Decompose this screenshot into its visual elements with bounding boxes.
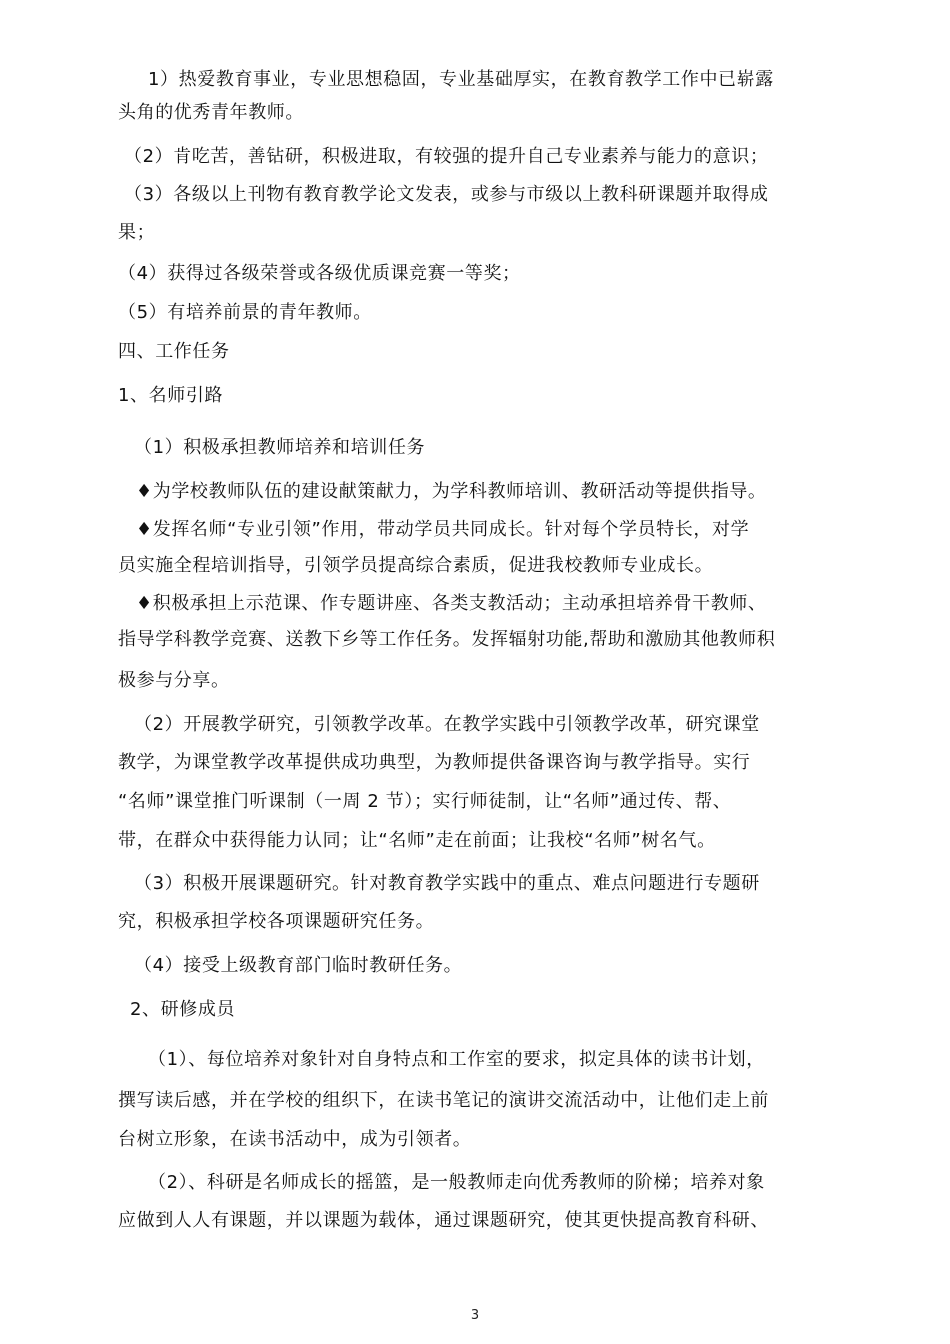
text-line: （4）获得过各级荣誉或各级优质课竞赛一等奖； <box>118 263 521 284</box>
text-line: 台树立形象，在读书活动中，成为引领者。 <box>118 1129 472 1150</box>
subsection-heading: 1、名师引路 <box>118 385 224 406</box>
text-line: 员实施全程培训指导，引领学员提高综合素质，促进我校教师专业成长。 <box>118 555 714 576</box>
text-line: 带，在群众中获得能力认同；让“名师”走在前面；让我校“名师”树名气。 <box>118 830 716 851</box>
text-line: （4）接受上级教育部门临时教研任务。 <box>134 955 463 976</box>
text-line: 撰写读后感，并在学校的组织下，在读书笔记的演讲交流活动中，让他们走上前 <box>118 1090 769 1111</box>
text-line: 头角的优秀青年教师。 <box>118 102 304 123</box>
bullet-line: ♦发挥名师“专业引领”作用，带动学员共同成长。针对每个学员特长，对学 <box>136 519 750 540</box>
subsection-heading: 2、研修成员 <box>130 999 236 1020</box>
text-line: 指导学科教学竞赛、送教下乡等工作任务。发挥辐射功能,帮助和激励其他教师积 <box>118 629 776 650</box>
text-line: （2）肯吃苦，善钻研，积极进取，有较强的提升自己专业素养与能力的意识； <box>124 146 769 167</box>
page-number: 3 <box>470 1308 480 1323</box>
text-line: 极参与分享。 <box>118 670 230 691</box>
bullet-line: ♦为学校教师队伍的建设献策献力，为学科教师培训、教研活动等提供指导。 <box>136 481 767 502</box>
text-line: （2）开展教学研究，引领教学改革。在教学实践中引领教学改革，研究课堂 <box>134 714 760 735</box>
text-line: 1）热爱教育事业，专业思想稳固，专业基础厚实，在教育教学工作中已崭露 <box>148 69 774 90</box>
text-line: （3）各级以上刊物有教育教学论文发表，或参与市级以上教科研课题并取得成 <box>124 184 769 205</box>
bullet-line: ♦积极承担上示范课、作专题讲座、各类支教活动；主动承担培养骨干教师、 <box>136 593 767 614</box>
text-line: （5）有培养前景的青年教师。 <box>118 302 372 323</box>
text-line: （2）、科研是名师成长的摇篮，是一般教师走向优秀教师的阶梯；培养对象 <box>148 1172 765 1193</box>
text-line: （1）积极承担教师培养和培训任务 <box>134 437 426 458</box>
text-line: 果； <box>118 222 156 243</box>
text-line: “名师”课堂推门听课制（一周 2 节）；实行师徒制，让“名师”通过传、帮、 <box>118 791 732 812</box>
text-line: （3）积极开展课题研究。针对教育教学实践中的重点、难点问题进行专题研 <box>134 873 760 894</box>
text-line: 应做到人人有课题，并以课题为载体，通过课题研究，使其更快提高教育科研、 <box>118 1210 769 1231</box>
section-heading: 四、工作任务 <box>118 341 230 362</box>
text-line: 教学，为课堂教学改革提供成功典型，为教师提供备课咨询与教学指导。实行 <box>118 752 751 773</box>
text-line: （1）、每位培养对象针对自身特点和工作室的要求，拟定具体的读书计划， <box>148 1049 765 1070</box>
text-line: 究，积极承担学校各项课题研究任务。 <box>118 911 435 932</box>
